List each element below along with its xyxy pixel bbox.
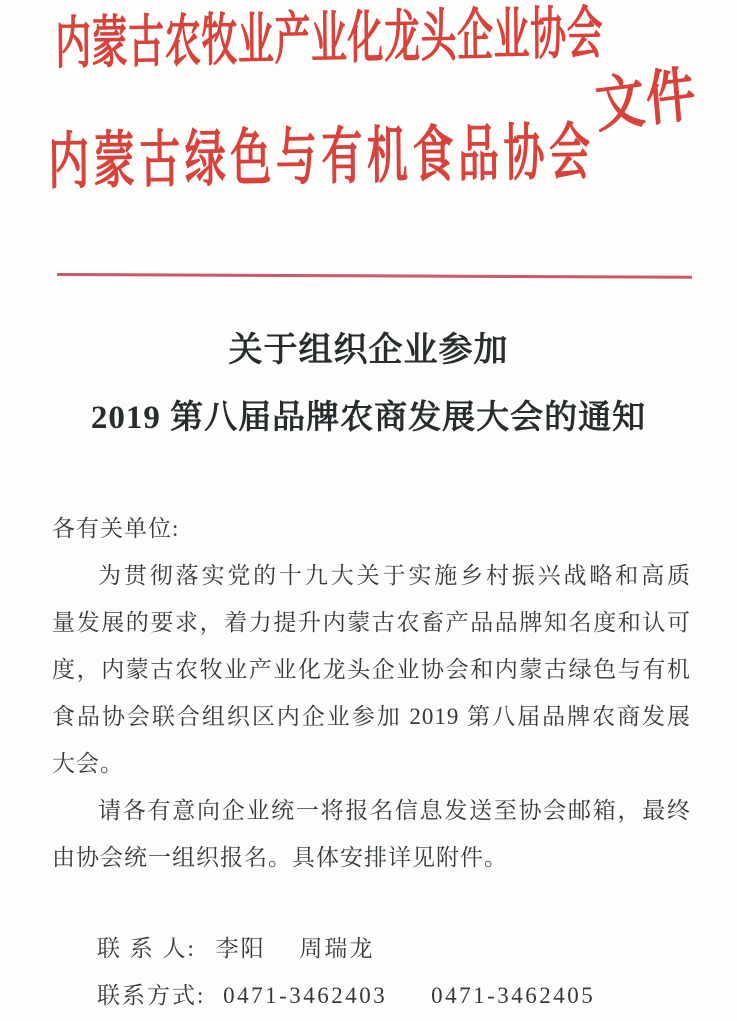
contact-phone-number-2: 0471-3462405 <box>431 983 596 1008</box>
document-type-label: 文件 <box>592 61 700 140</box>
contact-person-name-2: 周瑞龙 <box>299 936 375 961</box>
salutation: 各有关单位: <box>52 516 180 541</box>
org-name-primary: 内蒙古农牧业产业化龙头企业协会 <box>54 2 604 76</box>
contact-phone-line <box>97 972 595 1019</box>
contact-person-name-1: 李阳 <box>215 936 266 961</box>
document-title-line-1: 关于组织企业参加 <box>228 332 509 369</box>
body-paragraph2-line: 请各有意向企业统一将报名信息发送至协会邮箱，最终 <box>98 798 691 823</box>
body-paragraph1-line: 大会。 <box>52 751 124 776</box>
letterhead <box>0 0 737 230</box>
body-paragraph1-line: 为贯彻落实党的十九大关于实施乡村振兴战略和高质 <box>98 563 691 588</box>
org-name-secondary: 内蒙古绿色与有机食品协会 <box>47 118 595 197</box>
contact-block <box>97 925 595 1019</box>
body-paragraph1-line: 量发展的要求，着力提升内蒙古农畜产品品牌知名度和认可 <box>52 610 691 635</box>
contact-person-label: 联 系 人: <box>97 936 196 961</box>
body-paragraph2-line: 由协会统一组织报名。具体安排详见附件。 <box>52 845 508 870</box>
contact-phone-number-1: 0471-3462403 <box>223 983 388 1008</box>
body-paragraph1-line: 食品协会联合组织区内企业参加 2019 第八届品牌农商发展 <box>52 704 691 729</box>
document-title-line-2: 2019 第八届品牌农商发展大会的通知 <box>90 400 647 436</box>
body-paragraph1-line: 度，内蒙古农牧业产业化龙头企业协会和内蒙古绿色与有机 <box>52 657 691 682</box>
contact-phone-label: 联系方式: <box>97 983 206 1008</box>
contact-person-line <box>97 925 595 972</box>
header-divider-rule <box>57 273 692 279</box>
document-body <box>52 505 691 881</box>
